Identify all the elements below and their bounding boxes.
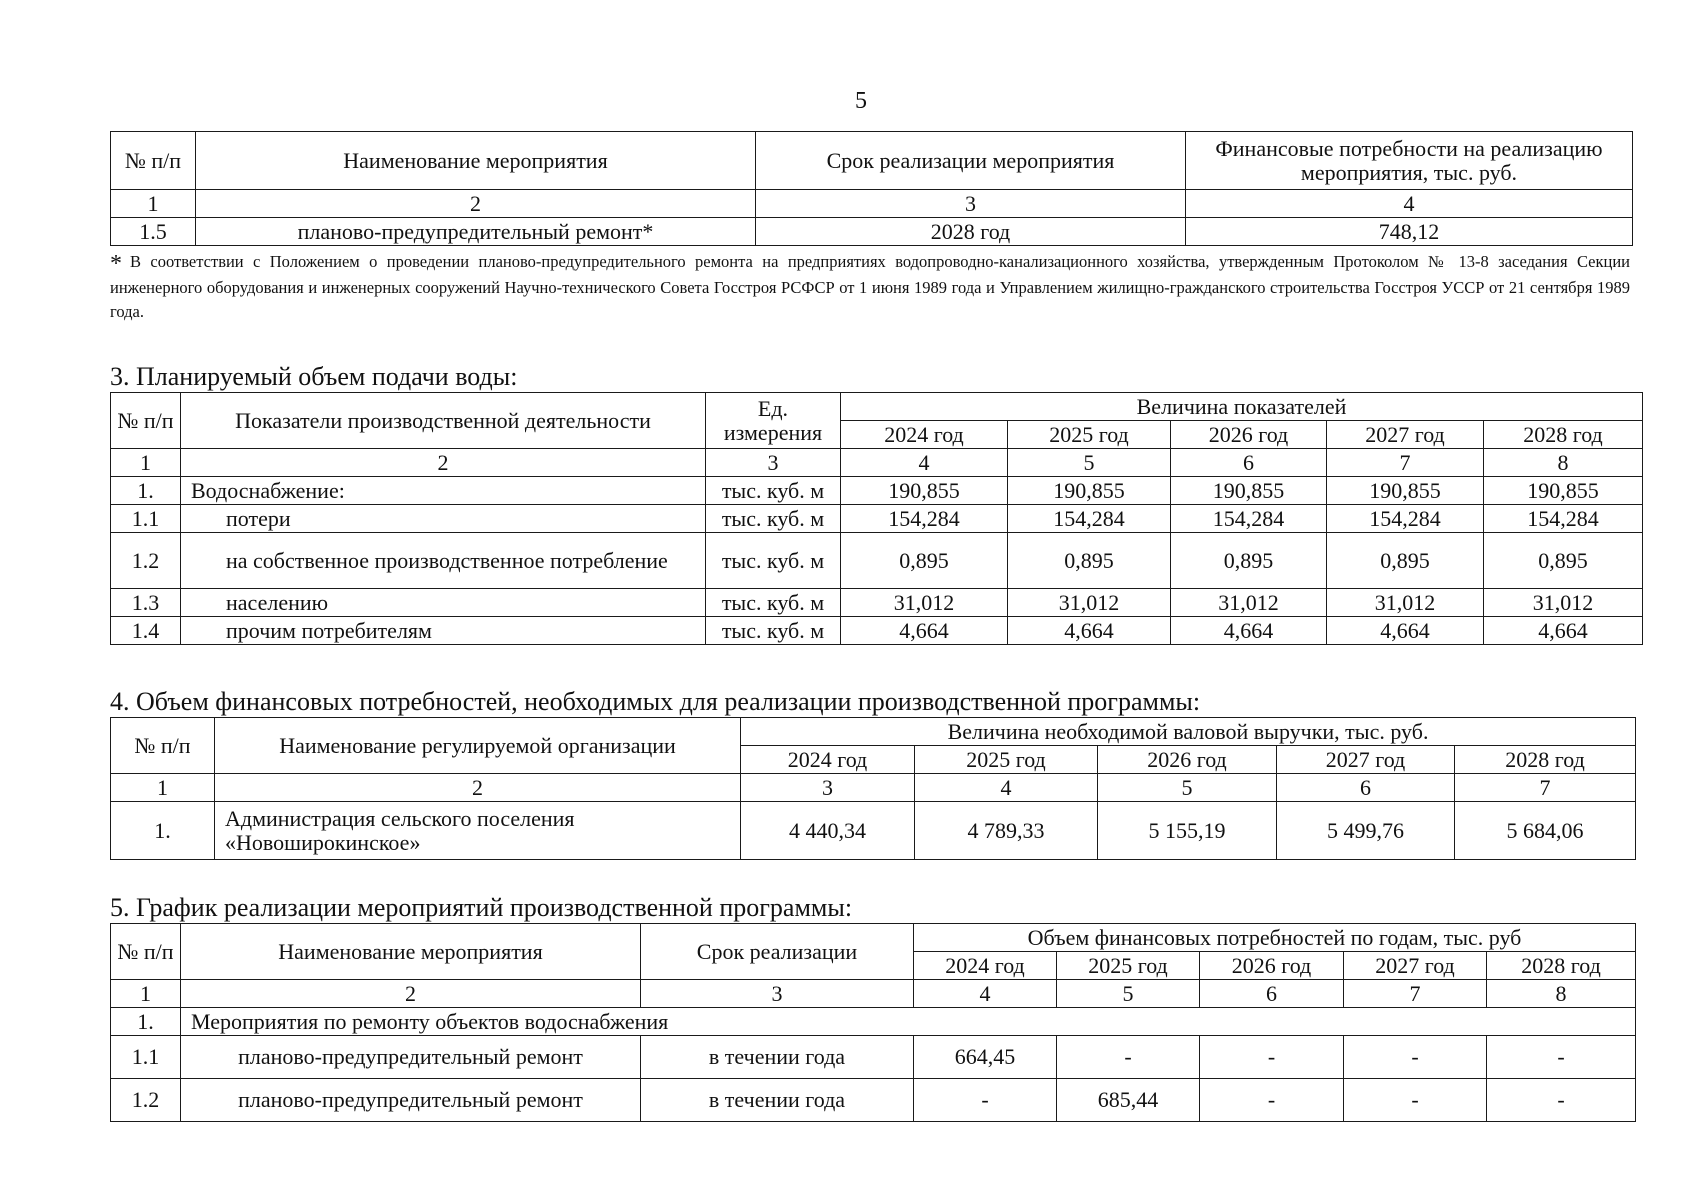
row-value: 5 155,19 — [1098, 802, 1277, 860]
row-term: в течении года — [641, 1079, 914, 1122]
row-value: - — [1200, 1079, 1344, 1122]
row-organization: Администрация сельского поселения «Новоширокинское» — [215, 802, 741, 860]
schedule-table — [110, 923, 1636, 1122]
header-year: 2028 год — [1484, 421, 1643, 449]
row-value: 5 684,06 — [1455, 802, 1636, 860]
row-value: 0,895 — [841, 533, 1008, 589]
row-unit: тыс. куб. м — [706, 617, 841, 645]
table-row — [111, 218, 1633, 246]
row-name: Водоснабжение: — [181, 477, 706, 505]
row-value: 0,895 — [1008, 533, 1171, 589]
section-4-title: 4. Объем финансовых потребностей, необходимых для реализации производственной программы: — [110, 687, 1201, 716]
water-supply-table — [110, 392, 1643, 645]
column-number: 3 — [756, 190, 1186, 218]
header-unit: Ед. измерения — [706, 393, 841, 449]
column-number: 3 — [641, 980, 914, 1008]
table-row — [111, 533, 1643, 589]
header-year: 2025 год — [1057, 952, 1200, 980]
column-number: 5 — [1057, 980, 1200, 1008]
row-value: 31,012 — [1484, 589, 1643, 617]
measures-table — [110, 131, 1633, 246]
row-no: 1. — [111, 477, 181, 505]
row-name: прочим потребителям — [181, 617, 706, 645]
header-name: Наименование мероприятия — [196, 132, 756, 190]
row-value: 4,664 — [1484, 617, 1643, 645]
header-no: № п/п — [111, 393, 181, 449]
column-number: 7 — [1344, 980, 1487, 1008]
header-no: № п/п — [111, 924, 181, 980]
header-term: Срок реализации — [641, 924, 914, 980]
column-number: 4 — [841, 449, 1008, 477]
row-value: 190,855 — [1327, 477, 1484, 505]
row-value: 4 440,34 — [741, 802, 915, 860]
financial-needs-table — [110, 717, 1636, 860]
row-value: 4,664 — [1171, 617, 1327, 645]
column-number: 3 — [706, 449, 841, 477]
row-no: 1.3 — [111, 589, 181, 617]
row-name: потери — [181, 505, 706, 533]
header-year: 2026 год — [1098, 746, 1277, 774]
row-value: - — [1344, 1036, 1487, 1079]
column-number-row — [111, 449, 1643, 477]
row-value: 190,855 — [1171, 477, 1327, 505]
row-name: планово-предупредительный ремонт — [181, 1079, 641, 1122]
row-value: - — [1344, 1079, 1487, 1122]
row-value: - — [1200, 1036, 1344, 1079]
row-value: 31,012 — [841, 589, 1008, 617]
column-number-row — [111, 190, 1633, 218]
footnote-text: В соответствии с Положением о проведении планово-предупредительного ремонта на предприятиях водопроводно-канализационного хозяйства, утвержденным Протоколом № 13-8 заседания Секции инженерного оборудования и инженерных сооружений Научно-технического Совета Госстроя РСФСР от 1 июня 1989 года и Управлением жилищно-гражданского строительства Госстроя УССР от 21 сентября 1989 года. — [110, 252, 1630, 321]
header-indicator: Показатели производственной деятельности — [181, 393, 706, 449]
row-value: - — [914, 1079, 1057, 1122]
header-year: 2026 год — [1200, 952, 1344, 980]
table-row — [111, 802, 1636, 860]
header-organization: Наименование регулируемой организации — [215, 718, 741, 774]
header-year: 2024 год — [741, 746, 915, 774]
row-no: 1.4 — [111, 617, 181, 645]
header-year: 2026 год — [1171, 421, 1327, 449]
column-number: 1 — [111, 980, 181, 1008]
header-year: 2027 год — [1277, 746, 1455, 774]
column-number: 1 — [111, 449, 181, 477]
column-number: 7 — [1455, 774, 1636, 802]
header-year: 2027 год — [1327, 421, 1484, 449]
row-value: 0,895 — [1327, 533, 1484, 589]
column-number: 8 — [1484, 449, 1643, 477]
column-number: 6 — [1171, 449, 1327, 477]
row-no: 1.1 — [111, 1036, 181, 1079]
row-value: 0,895 — [1484, 533, 1643, 589]
column-number: 2 — [215, 774, 741, 802]
table-row — [111, 477, 1643, 505]
row-value: 4,664 — [1327, 617, 1484, 645]
row-value: 190,855 — [1008, 477, 1171, 505]
row-term: в течении года — [641, 1036, 914, 1079]
header-name: Наименование мероприятия — [181, 924, 641, 980]
row-value: 154,284 — [841, 505, 1008, 533]
header-finance: Финансовые потребности на реализацию мероприятия, тыс. руб. — [1186, 132, 1633, 190]
row-unit: тыс. куб. м — [706, 505, 841, 533]
column-number: 2 — [181, 980, 641, 1008]
column-number: 6 — [1277, 774, 1455, 802]
table-row — [111, 505, 1643, 533]
row-unit: тыс. куб. м — [706, 533, 841, 589]
column-number: 2 — [181, 449, 706, 477]
header-year: 2024 год — [841, 421, 1008, 449]
column-number-row — [111, 980, 1636, 1008]
table-row — [111, 617, 1643, 645]
row-value: 154,284 — [1171, 505, 1327, 533]
header-values: Величина показателей — [841, 393, 1643, 421]
footnote-mark: * — [110, 251, 122, 277]
row-value: 4,664 — [841, 617, 1008, 645]
group-title: Мероприятия по ремонту объектов водоснабжения — [181, 1008, 1636, 1036]
footnote — [110, 250, 1630, 324]
column-number: 1 — [111, 190, 196, 218]
header-no: № п/п — [111, 132, 196, 190]
header-year: 2024 год — [914, 952, 1057, 980]
column-number: 4 — [914, 980, 1057, 1008]
group-row — [111, 1008, 1636, 1036]
row-value: - — [1487, 1079, 1636, 1122]
header-no: № п/п — [111, 718, 215, 774]
row-value: 31,012 — [1008, 589, 1171, 617]
row-no: 1.2 — [111, 1079, 181, 1122]
row-value: 664,45 — [914, 1036, 1057, 1079]
section-5-title: 5. График реализации мероприятий производственной программы: — [110, 893, 853, 922]
row-term: 2028 год — [756, 218, 1186, 246]
row-no: 1.2 — [111, 533, 181, 589]
row-no: 1.5 — [111, 218, 196, 246]
column-number: 7 — [1327, 449, 1484, 477]
header-year: 2028 год — [1487, 952, 1636, 980]
row-name: на собственное производственное потребление — [181, 533, 706, 589]
column-number: 3 — [741, 774, 915, 802]
row-no: 1.1 — [111, 505, 181, 533]
row-value: - — [1057, 1036, 1200, 1079]
row-value: 685,44 — [1057, 1079, 1200, 1122]
row-value: 190,855 — [841, 477, 1008, 505]
section-3-title: 3. Планируемый объем подачи воды: — [110, 362, 518, 391]
column-number: 5 — [1008, 449, 1171, 477]
column-number: 5 — [1098, 774, 1277, 802]
header-year: 2028 год — [1455, 746, 1636, 774]
column-number: 1 — [111, 774, 215, 802]
header-year: 2027 год — [1344, 952, 1487, 980]
header-year: 2025 год — [915, 746, 1098, 774]
row-value: 4 789,33 — [915, 802, 1098, 860]
row-value: 0,895 — [1171, 533, 1327, 589]
header-year: 2025 год — [1008, 421, 1171, 449]
row-name: планово-предупредительный ремонт — [181, 1036, 641, 1079]
row-value: 154,284 — [1008, 505, 1171, 533]
column-number: 4 — [1186, 190, 1633, 218]
column-number-row — [111, 774, 1636, 802]
table-row — [111, 589, 1643, 617]
table-row — [111, 1036, 1636, 1079]
row-unit: тыс. куб. м — [706, 589, 841, 617]
header-revenue: Величина необходимой валовой выручки, тыс. руб. — [741, 718, 1636, 746]
row-no: 1. — [111, 1008, 181, 1036]
page-number: 5 — [855, 88, 867, 114]
row-no: 1. — [111, 802, 215, 860]
row-value: 190,855 — [1484, 477, 1643, 505]
column-number: 8 — [1487, 980, 1636, 1008]
row-value: 4,664 — [1008, 617, 1171, 645]
row-value: 5 499,76 — [1277, 802, 1455, 860]
column-number: 2 — [196, 190, 756, 218]
row-name: планово-предупредительный ремонт* — [196, 218, 756, 246]
row-value: - — [1487, 1036, 1636, 1079]
row-value: 154,284 — [1327, 505, 1484, 533]
row-value: 31,012 — [1171, 589, 1327, 617]
header-finance: Объем финансовых потребностей по годам, тыс. руб — [914, 924, 1636, 952]
column-number: 4 — [915, 774, 1098, 802]
header-term: Срок реализации мероприятия — [756, 132, 1186, 190]
column-number: 6 — [1200, 980, 1344, 1008]
row-name: населению — [181, 589, 706, 617]
row-value: 31,012 — [1327, 589, 1484, 617]
row-value: 154,284 — [1484, 505, 1643, 533]
table-row — [111, 1079, 1636, 1122]
row-unit: тыс. куб. м — [706, 477, 841, 505]
row-finance: 748,12 — [1186, 218, 1633, 246]
